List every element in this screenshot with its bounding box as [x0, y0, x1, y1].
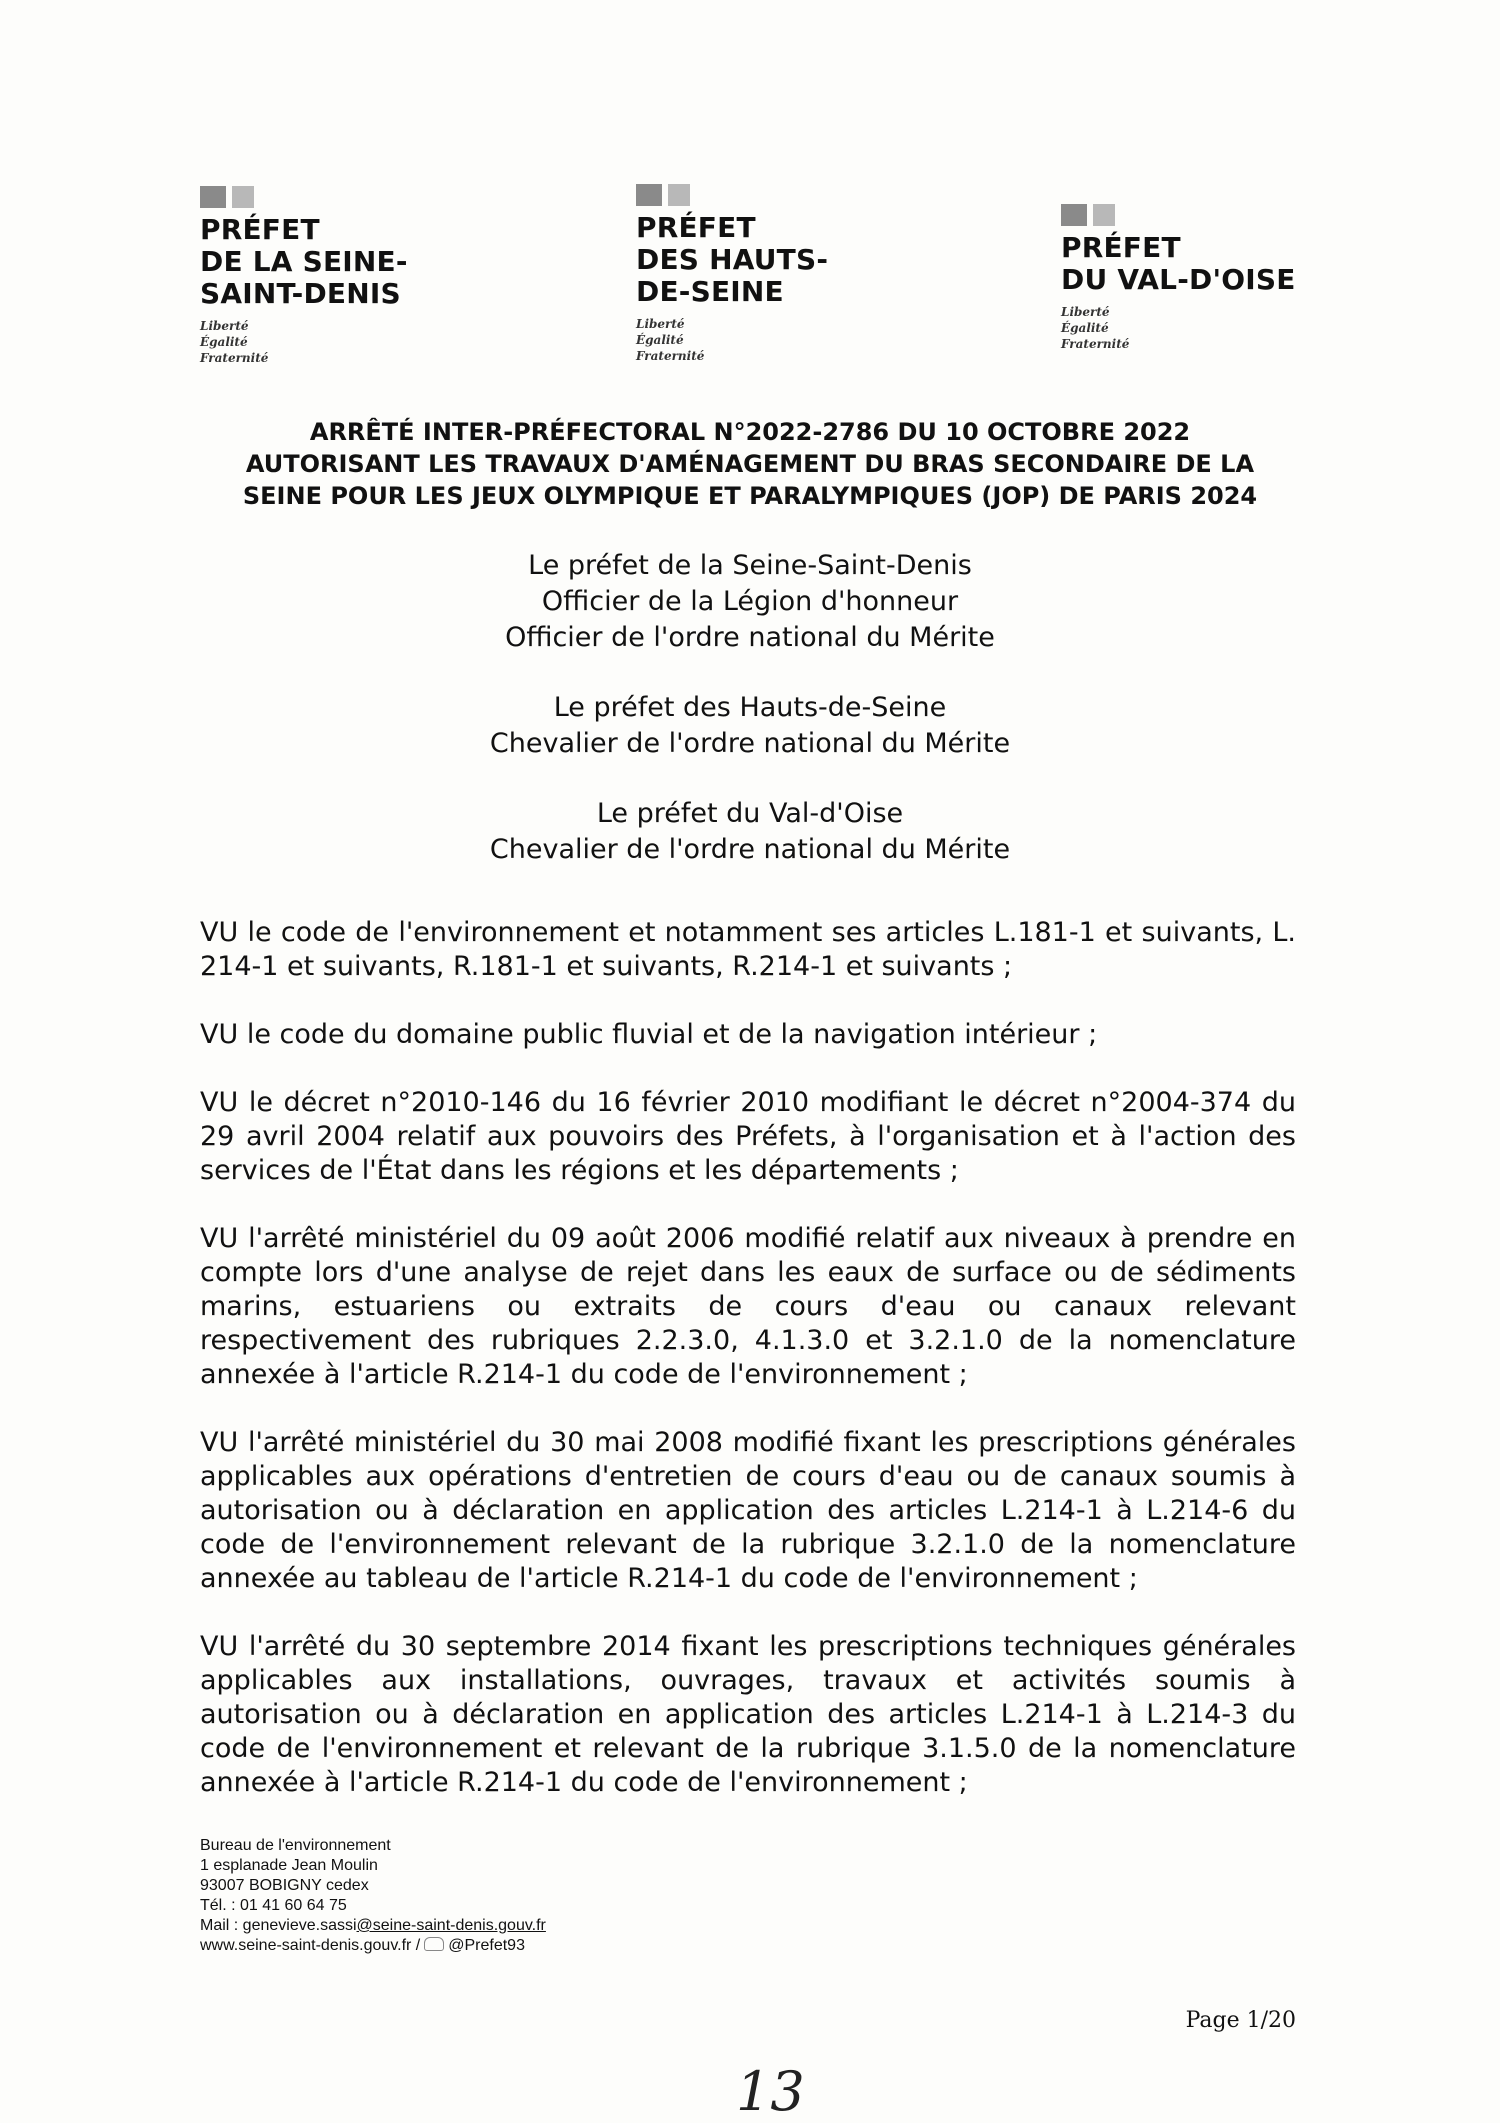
twitter-handle[interactable]: @Prefet93: [448, 1937, 525, 1954]
mail-line: Mail : genevieve.sassi@seine-saint-denis.gouv.fr: [200, 1917, 546, 1934]
prefet-hauts-de-seine: Le préfet des Hauts-de-Seine Chevalier de l'ordre national du Mérite: [489, 692, 1011, 759]
email-link[interactable]: @seine-saint-denis.gouv.fr: [356, 1917, 546, 1934]
logo-prefet-seine-saint-denis: PRÉFET DE LA SEINE- SAINT-DENIS Liberté Égalité Fraternité: [200, 186, 408, 366]
prefets-block: [150, 548, 1350, 902]
prefet-val-d-oise: Le préfet du Val-d'Oise Chevalier de l'ordre national du Mérite: [489, 798, 1011, 865]
paragraph: VU le code du domaine public fluvial et de la navigation intérieur ;: [200, 1019, 1098, 1050]
republic-motto: Liberté Égalité Fraternité: [636, 317, 705, 363]
decree-title: ARRÊTÉ INTER-PRÉFECTORAL N°2022-2786 DU 10 OCTOBRE 2022 AUTORISANT LES TRAVAUX D'AMÉNAGEMENT DU BRAS SECONDAIRE DE LA SEINE POUR LES JEUX OLYMPIQUE ET PARALYMPIQUES (JOP) DE PARIS 2024: [242, 418, 1258, 510]
paragraph: VU l'arrêté ministériel du 09 août 2006 modifié relatif aux niveaux à prendre en compte lors d'une analyse de rejet dans les eaux de surface ou de sédiments marins, estuariens ou extraits de cours d'eau ou canaux relevant respectivement des rubriques 2.2.3.0, 4.1.3.0 et 3.2.1.0 de la nomenclature annexée à l'article R.214-1 du code de l'environnement ;: [200, 1223, 1296, 1390]
paragraph: VU le code de l'environnement et notamment ses articles L.181-1 et suivants, L. 214-1 et suivants, R.181-1 et suivants, R.214-1 et suivants ;: [200, 917, 1296, 982]
marianne-logo-icon: [1061, 204, 1296, 226]
paragraph: VU le décret n°2010-146 du 16 février 2010 modifiant le décret n°2004-374 du 29 avril 2004 relatif aux pouvoirs des Préfets, à l'organisation et à l'action des services de l'État dans les régions et les départements ;: [200, 1087, 1296, 1186]
marianne-logo-icon: [636, 184, 828, 206]
prefet-seine-saint-denis: Le préfet de la Seine-Saint-Denis Officier de la Légion d'honneur Officier de l'ordre national du Mérite: [505, 550, 995, 653]
contact-footer: Bureau de l'environnement 1 esplanade Jean Moulin 93007 BOBIGNY cedex Tél. : 01 41 60 64 75 Mail : genevieve.sassi@seine-saint-denis.gouv.fr www.seine-saint-denis.gouv.fr / @Prefet93: [200, 1837, 546, 1954]
republic-motto: Liberté Égalité Fraternité: [1061, 305, 1130, 351]
decree-body: [200, 916, 1296, 1834]
paragraph: VU l'arrêté du 30 septembre 2014 fixant les prescriptions techniques générales applicables aux installations, ouvrages, travaux et activités soumis à autorisation ou à déclaration en application des articles L.214-1 à L.214-3 du code de l'environnement et relevant de la rubrique 3.1.5.0 de la nomenclature annexée à l'article R.214-1 du code de l'environnement ;: [200, 1631, 1296, 1798]
logo-prefet-val-d-oise: PRÉFET DU VAL-D'OISE Liberté Égalité Fraternité: [1061, 204, 1296, 352]
page-number: Page 1/20: [1185, 2008, 1296, 2033]
paragraph: VU l'arrêté ministériel du 30 mai 2008 modifié fixant les prescriptions générales applicables aux opérations d'entretien de cours d'eau ou de canaux soumis à autorisation ou à déclaration en application des articles L.214-1 à L.214-6 du code de l'environnement relevant de la rubrique 3.2.1.0 de la nomenclature annexée au tableau de l'article R.214-1 du code de l'environnement ;: [200, 1427, 1296, 1594]
website-link[interactable]: www.seine-saint-denis.gouv.fr /: [200, 1937, 421, 1954]
web-line: [200, 1936, 546, 1956]
marianne-logo-icon: [200, 186, 408, 208]
logo-prefet-hauts-de-seine: PRÉFET DES HAUTS- DE-SEINE Liberté Égalité Fraternité: [636, 184, 828, 364]
twitter-icon: [424, 1937, 444, 1951]
handwritten-page-number: 13: [736, 2060, 805, 2123]
republic-motto: Liberté Égalité Fraternité: [200, 319, 269, 365]
